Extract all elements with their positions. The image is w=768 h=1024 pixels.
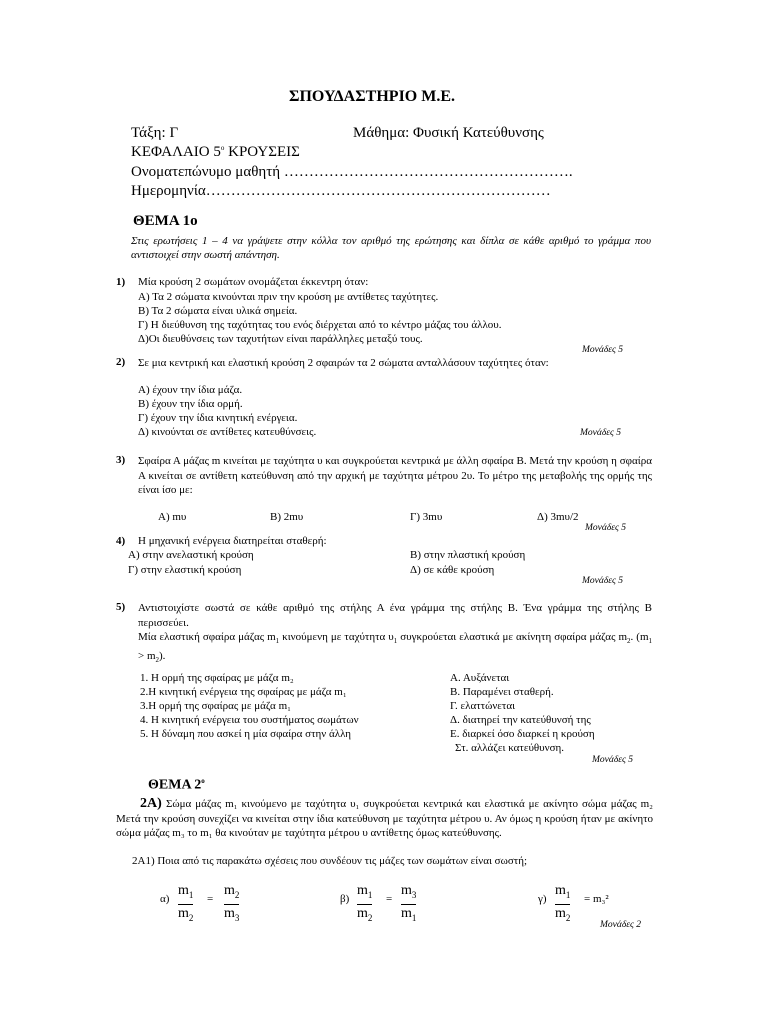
q5-points: Μονάδες 5	[592, 755, 634, 765]
option-b-lhs-num	[357, 882, 372, 904]
q5-sub-1a: 1	[275, 637, 280, 646]
option-b-rhs-fraction	[401, 882, 416, 927]
option-b-equals: =	[386, 893, 393, 905]
q2-option-d: Δ) κινούνται σε αντίθετες κατευθύνσεις.	[138, 426, 317, 438]
subject-label: Μάθημα: Φυσική Κατεύθυνσης	[353, 125, 544, 141]
theme1-instructions: Στις ερωτήσεις 1 – 4 να γράψετε στην κόλλα τον αριθμό της ερώτησης και δίπλα σε κάθε αριθμό το γράμμα που αντιστοιχεί στην σωστή απάντηση.	[131, 235, 651, 261]
option-a-rhs-num	[224, 882, 239, 904]
q3-option-b: Β) 2mυ	[270, 511, 304, 523]
q5-colA-item-4: 4. Η κινητική ενέργεια του συστήματος σωμάτων	[140, 714, 359, 726]
option-a-lhs-fraction	[178, 882, 193, 927]
option-b-lhs-den	[357, 905, 372, 927]
option-b-rhs-den	[401, 905, 416, 927]
q2-option-c: Γ) έχουν την ίδια κινητική ενέργεια.	[138, 412, 298, 424]
date-line: Ημερομηνία……………………………………………………………	[131, 183, 551, 199]
theme2-title	[148, 777, 205, 794]
s-a3: 2	[234, 889, 240, 900]
theme2-2a-label: 2Α)	[140, 796, 162, 811]
m-a1: m	[178, 883, 189, 898]
option-a-label: α)	[160, 893, 170, 905]
s-c2: 2	[565, 912, 571, 923]
option-a-lhs-den	[178, 905, 193, 927]
s-a4: 3	[234, 912, 240, 923]
s-a2: 2	[188, 912, 194, 923]
m-c1: m	[555, 883, 566, 898]
q1-option-d: Δ)Οι διευθύνσεις των ταχυτήτων είναι παράλληλες μεταξύ τους.	[138, 333, 423, 345]
option-c-lhs-den	[555, 905, 570, 927]
q2-option-b: Β) έχουν την ίδια ορμή.	[138, 398, 243, 410]
q5-sub-1c: 1	[648, 637, 653, 646]
q1-option-a: Α) Τα 2 σώματα κινούνται πριν την κρούση με αντίθετες ταχύτητες.	[138, 291, 439, 303]
option-a-lhs-num	[178, 882, 193, 904]
option-c-label: γ)	[538, 893, 547, 905]
q5-colA-item-2: 2.Η κινητική ενέργεια της σφαίρας με μάζα m₁	[140, 686, 347, 698]
q5-stem-2-part-e: > m	[138, 649, 156, 662]
m-b2: m	[357, 905, 368, 921]
m-b3: m	[401, 883, 412, 898]
q5-stem-2-part-b: κινούμενη με ταχύτητα υ	[279, 631, 394, 643]
q2-option-a: Α) έχουν την ίδια μάζα.	[138, 384, 243, 396]
theme2-title-text: ΘΕΜΑ 2	[148, 777, 202, 793]
q5-colB-item-e: Ε. διαρκεί όσο διαρκεί η κρούση	[450, 728, 595, 740]
q5-stem-2-part-d: . (m	[630, 631, 649, 643]
m-a2: m	[178, 905, 189, 921]
q5-colA-item-5: 5. Η δύναμη που ασκεί η μία σφαίρα στην άλλη	[140, 728, 352, 740]
chapter-suffix: ΚΡΟΥΣΕΙΣ	[224, 144, 300, 160]
q5-colA-item-3: 3.Η ορμή της σφαίρας με μάζα m₁	[140, 700, 291, 712]
option-b-rhs-num	[401, 882, 416, 904]
q5-colB-item-c: Γ. ελαττώνεται	[450, 700, 516, 712]
q2-stem: Σε μια κεντρική και ελαστική κρούση 2 σφαιρών τα 2 σώματα ανταλλάσουν ταχύτητες όταν:	[138, 357, 549, 369]
theme2-points: Μονάδες 2	[600, 920, 642, 930]
theme2-2a1-question: 2Α1) Ποια από τις παρακάτω σχέσεις που συνδέουν τις μάζες των σωμάτων είναι σωστή;	[132, 855, 528, 867]
q3-stem: Σφαίρα Α μάζας m κινείται με ταχύτητα υ και συγκρούεται κεντρικά με άλλη σφαίρα Β. Μετά την κρούση η σφαίρα Α κινείται σε αντίθετη κατεύθυνση από την αρχική με ταχύτητα μέτρου 2υ. Το μέτρο της μεταβολής της ορμής της είναι ίσο με:	[138, 455, 652, 496]
q5-sub-1b: 1	[393, 637, 398, 646]
option-c-rhs: = m₃²	[584, 893, 609, 905]
m-a4: m	[224, 905, 235, 921]
q3-option-d: Δ) 3mυ/2	[537, 511, 579, 523]
class-label: Τάξη: Γ	[131, 125, 179, 141]
q5-colB-item-b: Β. Παραμένει σταθερή.	[450, 686, 554, 698]
q1-stem: Μία κρούση 2 σωμάτων ονομάζεται έκκεντρη όταν:	[138, 276, 369, 288]
q3-number: 3)	[116, 454, 126, 466]
q2-points: Μονάδες 5	[580, 428, 622, 438]
q3-option-a: Α) mυ	[158, 511, 187, 523]
q4-stem: Η μηχανική ενέργεια διατηρείται σταθερή:	[138, 535, 327, 547]
s-b2: 2	[367, 912, 373, 923]
q4-option-a: Α) στην ανελαστική κρούση	[128, 549, 254, 561]
s-c1: 1	[565, 889, 571, 900]
q5-colB-item-f: Στ. αλλάζει κατεύθυνση.	[455, 742, 565, 754]
q5-sub-2a: 2	[627, 637, 631, 646]
q5-sub-2b: 2	[155, 655, 160, 664]
student-name-line: Ονοματεπώνυμο μαθητή ………………………………………………….	[131, 164, 573, 180]
m-a3: m	[224, 883, 235, 898]
option-c-lhs-num	[555, 882, 570, 904]
q1-option-b: Β) Τα 2 σώματα είναι υλικά σημεία.	[138, 305, 298, 317]
q4-points: Μονάδες 5	[582, 576, 624, 586]
s-b4: 1	[411, 912, 417, 923]
q4-option-b: Β) στην πλαστική κρούση	[410, 549, 526, 561]
theme2-2a-text: Σώμα μάζας m₁ κινούμενο με ταχύτητα υ₁ συγκρούεται κεντρικά και ελαστικά με ακίνητο σώμα μάζας m₂ Μετά την κρούση συνεχίζει να κινείται στην ίδια κατεύθυνση με ταχύτητα μέτρου υ. Αν όμως η κρούση ήταν με ακίνητο σώμα μάζας m₃ το m₁ θα κινούταν με ταχύτητα μέτρου υ αντίθετης όμως κατεύθυνσης.	[116, 798, 653, 839]
page-title: ΣΠΟΥΔΑΣΤΗΡΙΟ Μ.Ε.	[289, 88, 456, 105]
option-a-rhs-fraction	[224, 882, 239, 927]
option-a-equals: =	[207, 893, 214, 905]
q5-colA-item-1: 1. Η ορμή της σφαίρας με μάζα m₂	[140, 672, 294, 684]
s-b3: 3	[411, 889, 417, 900]
q5-colB-item-a: Α. Αυξάνεται	[450, 672, 510, 684]
s-b1: 1	[367, 889, 373, 900]
q5-stem-2-part-f: ).	[159, 649, 166, 662]
m-c2: m	[555, 905, 566, 921]
m-b4: m	[401, 905, 412, 921]
q3-option-c: Γ) 3mυ	[410, 511, 443, 523]
option-c-lhs-fraction	[555, 882, 570, 927]
q5-number: 5)	[116, 601, 126, 613]
q2-number: 2)	[116, 356, 126, 368]
chapter-label	[131, 144, 300, 161]
option-b-label: β)	[340, 893, 350, 905]
q5-stem-2	[138, 630, 652, 667]
theme1-title: ΘΕΜΑ 1ο	[133, 213, 198, 229]
q4-option-c: Γ) στην ελαστική κρούση	[128, 564, 242, 576]
q1-number: 1)	[116, 276, 126, 288]
q5-stem-1: Αντιστοιχίστε σωστά σε κάθε αριθμό της στήλης Α ένα γράμμα της στήλης Β. Ένα γράμμα της στήλης Β περισσεύει.	[138, 602, 652, 629]
option-b-lhs-fraction	[357, 882, 372, 927]
q5-stem-2-part-a: Μία ελαστική σφαίρα μάζας m	[138, 631, 276, 643]
q4-number: 4)	[116, 535, 126, 547]
theme2-title-sup: ο	[201, 777, 205, 785]
chapter-prefix: ΚΕΦΑΛΑΙΟ 5	[131, 144, 221, 160]
option-a-rhs-den	[224, 905, 239, 927]
q3-points: Μονάδες 5	[585, 523, 627, 533]
s-a1: 1	[188, 889, 194, 900]
q1-option-c: Γ) Η διεύθυνση της ταχύτητας του ενός διέρχεται από το κέντρο μάζας του άλλου.	[138, 319, 502, 331]
q4-option-d: Δ) σε κάθε κρούση	[410, 564, 495, 576]
q1-points: Μονάδες 5	[582, 345, 624, 355]
chapter-sup: ο	[220, 144, 225, 152]
q5-stem-2-part-c: συγκρούεται ελαστικά με ακίνητη σφαίρα μάζας m	[397, 631, 628, 643]
q5-colB-item-d: Δ. διατηρεί την κατεύθυνσή της	[450, 714, 591, 726]
m-b1: m	[357, 883, 368, 898]
